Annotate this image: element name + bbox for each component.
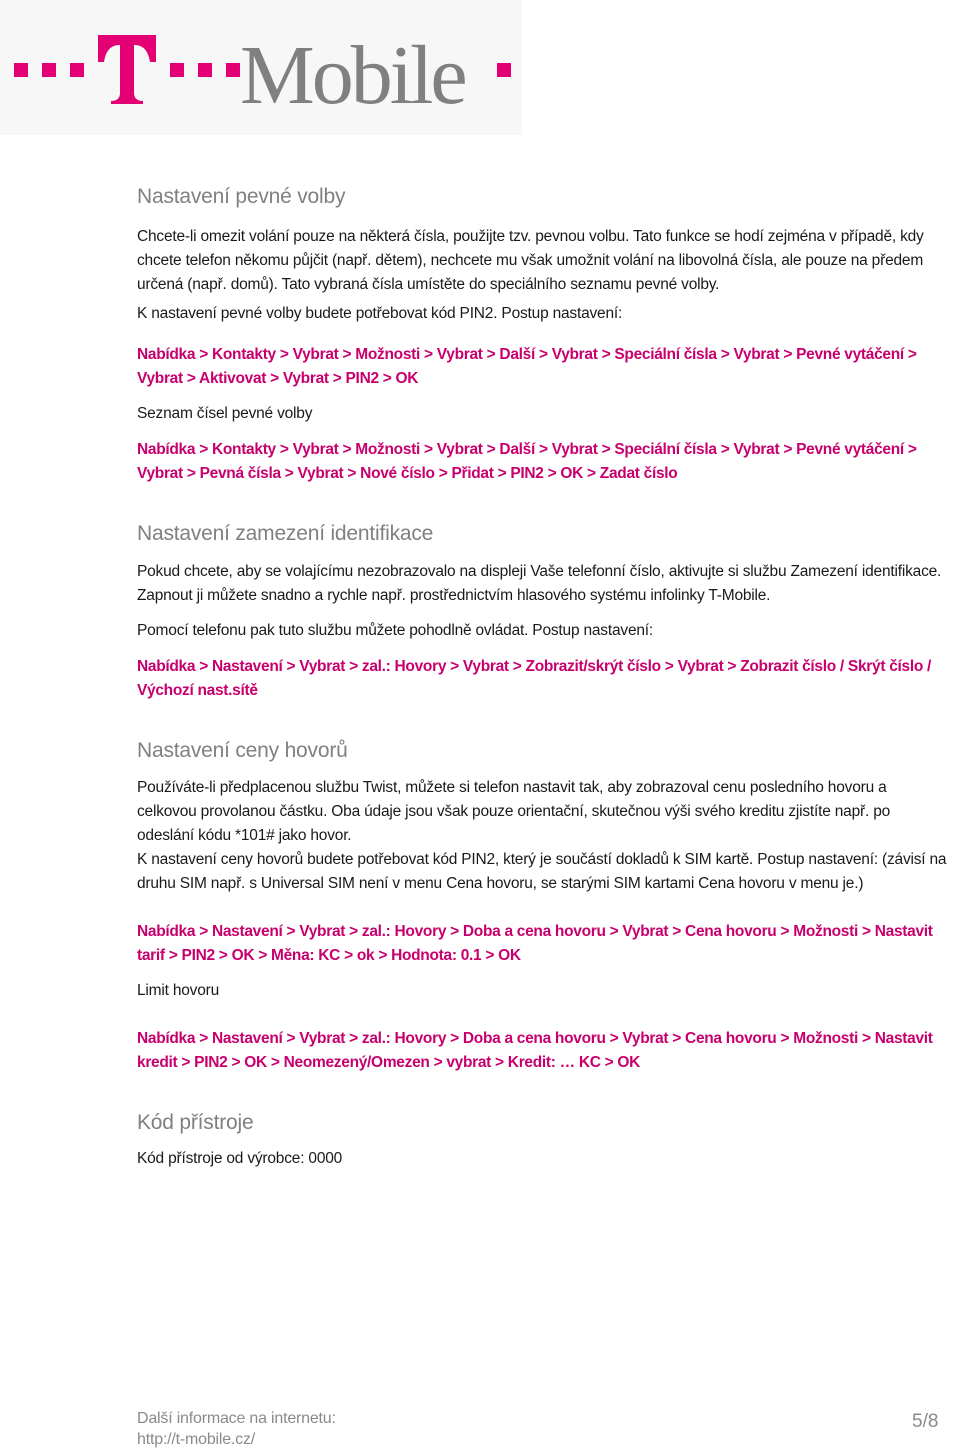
- paragraph: Chcete-li omezit volání pouze na některá čísla, použijte tzv. pevnou volbu. Tato funkce se hodí zejména v případě, kdy chcete telefon někomu půjčit (např. dětem), nechcete mu však umožnit volání na libovolná čísla, ale pouze na předem určená (např. domů). Tato vybraná čísla umístěte do speciálního seznamu pevné volby.: [137, 228, 924, 293]
- document-body: [137, 183, 949, 1171]
- subheading: Seznam čísel pevné volby: [137, 405, 313, 422]
- section-title-caller-id: Nastavení zamezení identifikace: [137, 522, 434, 545]
- svg-text:Mobile: Mobile: [240, 29, 465, 122]
- subheading: Limit hovoru: [137, 982, 220, 999]
- paragraph: Kód přístroje od výrobce: 0000: [137, 1150, 343, 1167]
- paragraph: K nastavení pevné volby budete potřebovat kód PIN2. Postup nastavení:: [137, 305, 623, 322]
- footer-info-label: Další informace na internetu:: [137, 1410, 336, 1427]
- footer-info: [137, 1408, 336, 1450]
- paragraph: Pomocí telefonu pak tuto službu můžete pohodlně ovládat. Postup nastavení:: [137, 622, 653, 639]
- menu-path: Nabídka > Kontakty > Vybrat > Možnosti > Vybrat > Další > Vybrat > Speciální čísla > Vybrat > Pevné vytáčení > Vybrat > Aktivovat > Vybrat > PIN2 > OK: [137, 346, 917, 387]
- paragraph: K nastavení ceny hovorů budete potřebovat kód PIN2, který je součástí dokladů k SIM kartě. Postup nastavení: (závisí na druhu SIM např. s Universal SIM není v menu Cena hovoru, se starými SIM kartami Cena hovoru v menu je.): [137, 851, 947, 892]
- paragraph: Používáte-li předplacenou službu Twist, můžete si telefon nastavit tak, aby zobrazoval cenu posledního hovoru a celkovou provolanou částku. Oba údaje jsou však pouze orientační, skutečnou výši svého kreditu zjistíte např. po odeslání kódu *101# jako hovor.: [137, 779, 891, 844]
- menu-path: Nabídka > Nastavení > Vybrat > zal.: Hovory > Doba a cena hovoru > Vybrat > Cena hovoru > Možnosti > Nastavit tarif > PIN2 > OK > Měna: KC > ok > Hodnota: 0.1 > OK: [137, 923, 933, 964]
- menu-path: Nabídka > Nastavení > Vybrat > zal.: Hovory > Doba a cena hovoru > Vybrat > Cena hovoru > Možnosti > Nastavit kredit > PIN2 > OK > Neomezený/Omezen > vybrat > Kredit: … KC > OK: [137, 1030, 933, 1071]
- t-mobile-logo-icon: [0, 0, 522, 135]
- menu-path: Nabídka > Kontakty > Vybrat > Možnosti > Vybrat > Další > Vybrat > Speciální čísla > Vybrat > Pevné vytáčení > Vybrat > Pevná čísla > Vybrat > Nové číslo > Přidat > PIN2 > OK > Zadat číslo: [137, 441, 917, 482]
- section-title-call-cost: Nastavení ceny hovorů: [137, 739, 348, 762]
- t-mobile-logo: [0, 0, 522, 135]
- page-number: 5/8: [912, 1411, 939, 1432]
- section-title-fixed-dialing: Nastavení pevné volby: [137, 185, 346, 208]
- paragraph: Pokud chcete, aby se volajícímu nezobrazovalo na displeji Vaše telefonní číslo, aktivujte si službu Zamezení identifikace. Zapnout ji můžete snadno a rychle např. prostřednictvím hlasového systému infolinky T-Mobile.: [137, 563, 942, 604]
- footer-url-link[interactable]: http://t-mobile.cz/: [137, 1431, 256, 1448]
- menu-path: Nabídka > Nastavení > Vybrat > zal.: Hovory > Vybrat > Zobrazit/skrýt číslo > Vybrat > Zobrazit číslo / Skrýt číslo / Výchozí nast.sítě: [137, 658, 932, 699]
- section-title-device-code: Kód přístroje: [137, 1111, 254, 1134]
